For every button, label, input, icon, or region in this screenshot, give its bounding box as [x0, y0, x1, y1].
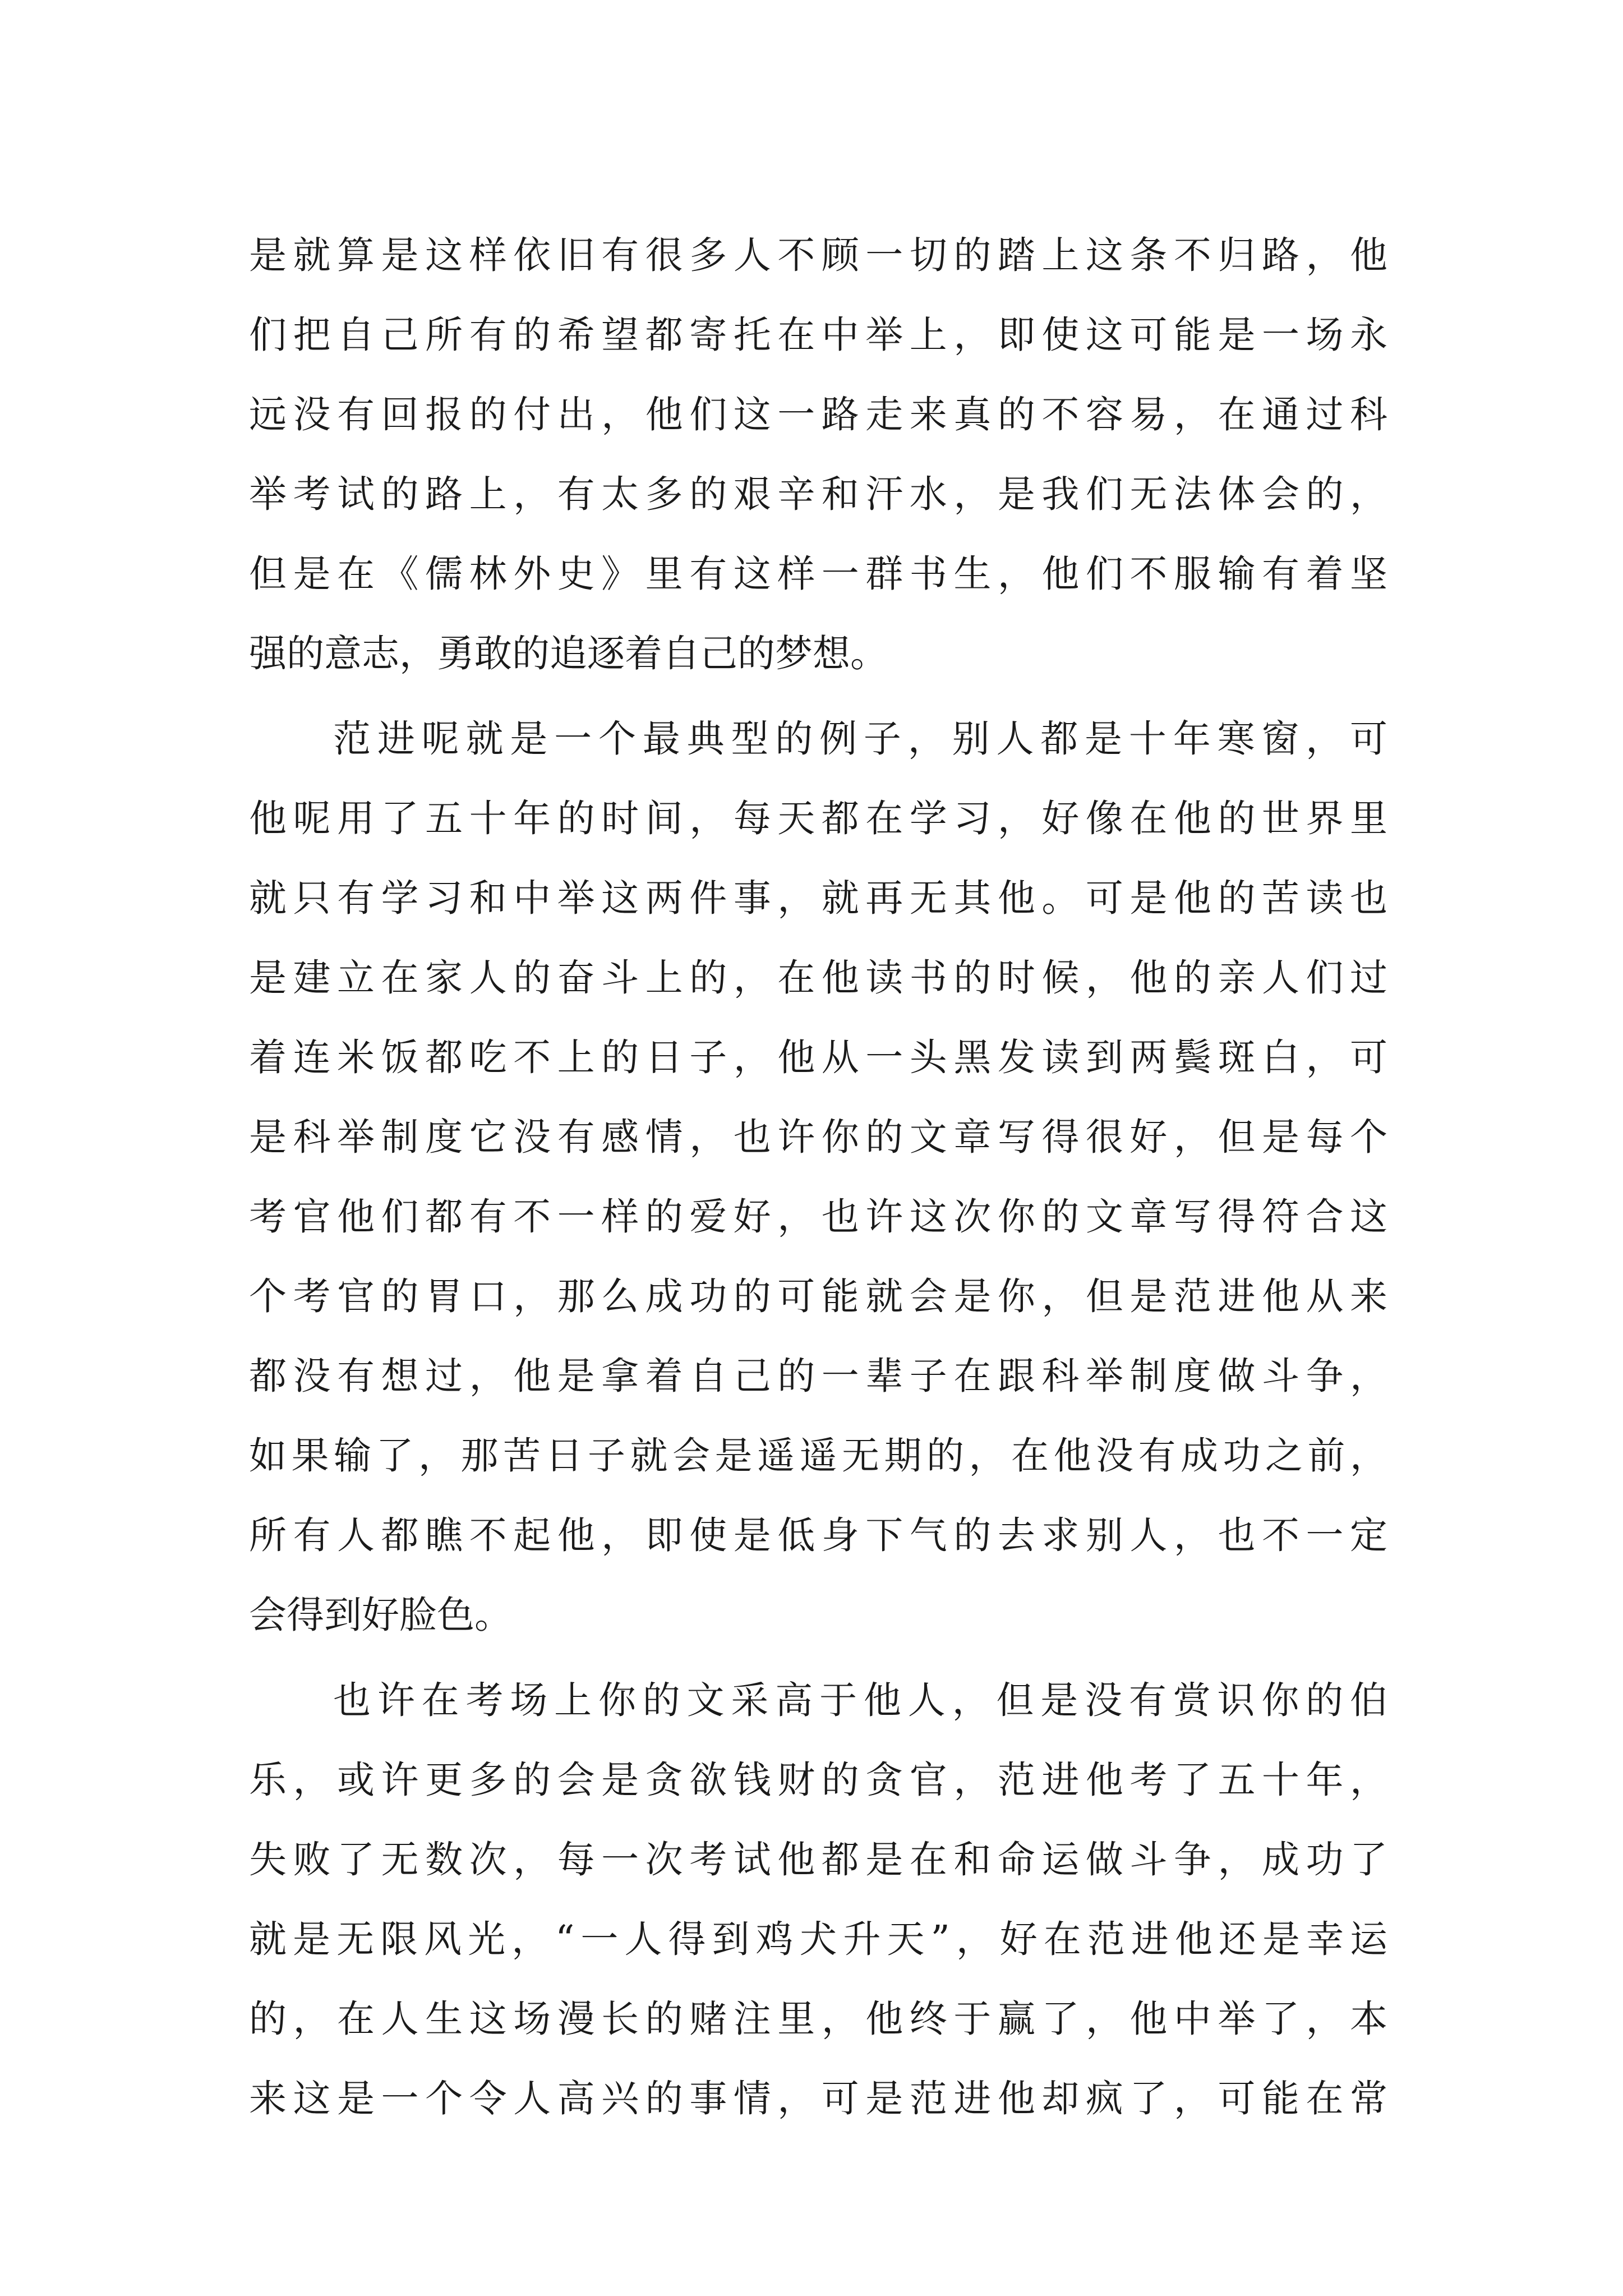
- text-line: 乐，或许更多的会是贪欲钱财的贪官，范进他考了五十年，: [249, 1758, 1387, 1802]
- paragraph-3: [249, 1660, 1387, 2138]
- paragraph-2: [249, 699, 1387, 1655]
- paragraph-spacer: [249, 1655, 1387, 1660]
- text-line: 个考官的胃口，那么成功的可能就会是你，但是范进他从来: [249, 1274, 1387, 1318]
- text-line: 来这是一个令人高兴的事情，可是范进他却疯了，可能在常: [249, 2077, 1387, 2120]
- text-line: 是建立在家人的奋斗上的，在他读书的时候，他的亲人们过: [249, 956, 1387, 1000]
- text-line: 强的意志，勇敢的追逐着自己的梦想。: [249, 632, 888, 675]
- text-line: 着连米饭都吃不上的日子，他从一头黑发读到两鬓斑白，可: [249, 1036, 1387, 1079]
- text-line: 他呢用了五十年的时间，每天都在学习，好像在他的世界里: [249, 797, 1387, 840]
- text-line: 但是在《儒林外史》里有这样一群书生，他们不服输有着坚: [249, 552, 1387, 596]
- text-line: 是就算是这样依旧有很多人不顾一切的踏上这条不归路，他: [249, 233, 1387, 277]
- text-line: 就只有学习和中举这两件事，就再无其他。可是他的苦读也: [249, 876, 1387, 920]
- text-line: 会得到好脸色。: [249, 1593, 512, 1637]
- text-line: 如果输了，那苦日子就会是遥遥无期的，在他没有成功之前，: [249, 1434, 1387, 1478]
- text-line: 的，在人生这场漫长的赌注里，他终于赢了，他中举了，本: [249, 1997, 1387, 2041]
- text-line: 是科举制度它没有感情，也许你的文章写得很好，但是每个: [249, 1115, 1387, 1159]
- text-line: 就是无限风光，“一人得到鸡犬升天”，好在范进他还是幸运: [249, 1917, 1387, 1961]
- body-text: [249, 215, 1387, 2138]
- text-line: 远没有回报的付出，他们这一路走来真的不容易，在通过科: [249, 393, 1387, 436]
- text-line: 考官他们都有不一样的爱好，也许这次你的文章写得符合这: [249, 1195, 1387, 1239]
- text-line: 也许在考场上你的文采高于他人，但是没有赏识你的伯: [333, 1678, 1387, 1722]
- text-line: 所有人都瞧不起他，即使是低身下气的去求别人，也不一定: [249, 1513, 1387, 1557]
- text-line: 失败了无数次，每一次考试他都是在和命运做斗争，成功了: [249, 1838, 1387, 1881]
- text-line: 都没有想过，他是拿着自己的一辈子在跟科举制度做斗争，: [249, 1354, 1387, 1398]
- text-line: 范进呢就是一个最典型的例子，别人都是十年寒窗，可: [333, 717, 1387, 761]
- paragraph-spacer: [249, 693, 1387, 699]
- text-line: 举考试的路上，有太多的艰辛和汗水，是我们无法体会的，: [249, 472, 1387, 516]
- paragraph-1: [249, 215, 1387, 693]
- text-line: 们把自己所有的希望都寄托在中举上，即使这可能是一场永: [249, 313, 1387, 357]
